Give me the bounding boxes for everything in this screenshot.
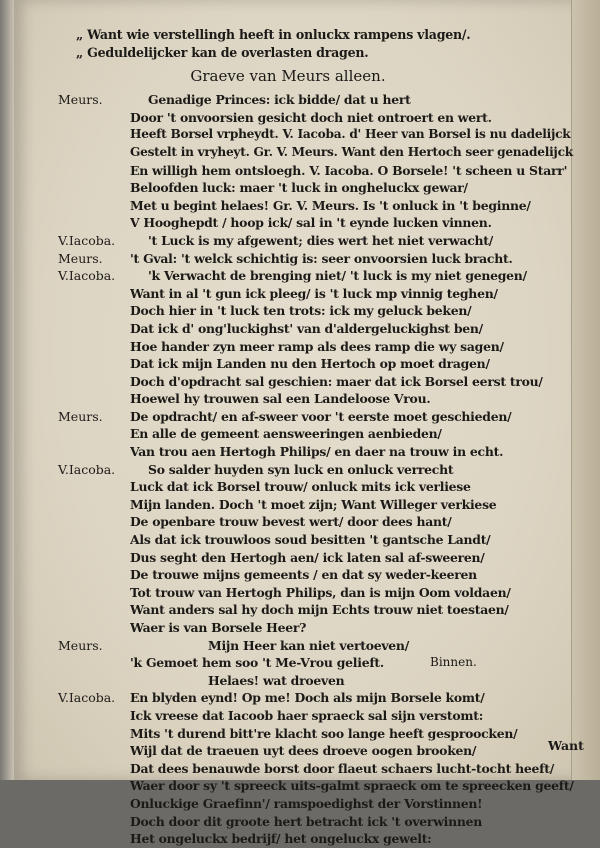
verse-line [58,584,578,602]
verse-line [58,126,578,144]
verse-line [58,214,578,232]
verse-line [58,302,578,320]
verse-line [58,338,578,356]
verse-text: Heeft Borsel vrpheydt. V. Iacoba. d' Heer van Borsel is nu dadelijck [130,127,571,142]
verse-line [58,425,578,443]
verse-text: Dat dees benauwde borst door flaeut schaers lucht-tocht heeft/ [130,760,554,776]
verse-line [58,707,578,725]
verse-text: Mijn Heer kan niet vertoeven/ [208,637,409,653]
speaker-label: V.Iacoba. [58,461,116,477]
verse-line [58,355,578,373]
verse-text: Met u begint helaes! Gr. V. Meurs. Is 't onluck in 't beginne/ [130,197,531,213]
verse-line [58,232,578,250]
verse-line [58,760,578,778]
verse-text: Doch d'opdracht sal geschien: maer dat ick Borsel eerst trou/ [130,373,543,389]
scene-heading: Graeve van Meurs alleen. [190,67,386,86]
verse-text: Genadige Princes: ick bidde/ dat u hert [148,92,411,108]
verse-text: En willigh hem ontsloegh. V. Iacoba. O Borsele! 't scheen u Starr' [130,162,568,178]
speaker-label: V.Iacoba. [58,268,116,284]
verse-line [58,689,578,707]
verse-line [58,267,578,285]
verse-line [58,513,578,531]
verse-text: Dat ick mijn Landen nu den Hertoch op moet dragen/ [130,356,490,372]
verse-text: En alle de gemeent aensweeringen aenbieden/ [130,426,442,442]
page-text [58,26,578,848]
verse-line [58,390,578,408]
verse-line [58,637,578,655]
verse-text: Het ongeluckx bedrijf/ het ongeluckx gewelt: [130,831,432,847]
verse-line [58,250,578,268]
verse-text: Van trou aen Hertogh Philips/ en daer na trouw in echt. [130,444,504,460]
verse-line [58,285,578,303]
verse-line [58,408,578,426]
speaker-label: Meurs. [58,250,103,266]
verse-line [58,531,578,549]
verse-line [58,144,578,162]
verse-line [58,461,578,479]
verse-text: Want in al 't gun ick pleeg/ is 't luck mp vinnig teghen/ [130,285,498,301]
verse-text: Waer is van Borsele Heer? [130,620,307,635]
verse-text: Dat ick d' ong'luckighst' van d'aldergeluckighst ben/ [130,320,483,336]
verse-text: 'k Verwacht de brenging niet/ 't luck is my niet genegen/ [148,268,527,284]
verse-text: Hoe hander zyn meer ramp als dees ramp die wy sagen/ [130,338,504,354]
verse-text: Waer door sy 't spreeck uits-galmt spraeck om te spreecken geeft/ [130,778,574,794]
verse-text: Wijl dat de traeuen uyt dees droeve oogen brooken/ [130,743,477,759]
verse-line [58,373,578,391]
verse-line [58,830,578,848]
speaker-label: Meurs. [58,92,103,108]
verse-lines [58,91,578,848]
stage-direction: Binnen. [430,655,477,670]
verse-line [58,197,578,215]
verse-text: De opdracht/ en af-sweer voor 't eerste moet geschieden/ [130,408,512,424]
speaker-label: Meurs. [58,408,103,424]
verse-text: Tot trouw van Hertogh Philips, dan is mijn Oom voldaen/ [130,584,511,600]
verse-text: De openbare trouw bevest wert/ door dees hant/ [130,514,452,530]
verse-text: En blyden eynd! Op me! Doch als mijn Borsele komt/ [130,690,485,706]
verse-text: Mijn landen. Doch 't moet zijn; Want Willeger verkiese [130,496,497,512]
verse-line [58,601,578,619]
verse-text: So salder huyden syn luck en onluck verrecht [148,461,454,477]
speaker-label: V.Iacoba. [58,690,116,706]
verse-text: Gestelt in vryheyt. Gr. V. Meurs. Want den Hertoch seer genadelijck [130,144,573,159]
verse-text: „ Want wie verstellingh heeft in onluckx rampens vlagen/. [76,27,471,42]
verse-line [58,566,578,584]
verse-text: Doch hier in 't luck ten trots: ick my geluck beken/ [130,303,472,319]
verse-line [58,725,578,743]
verse-text: V Hooghepdt / hoop ick/ sal in 't eynde lucken vinnen. [130,215,492,231]
verse-text: 't Gval: 't welck schichtig is: seer onvoorsien luck bracht. [130,250,513,266]
opening-lines [58,26,578,61]
verse-line [58,162,578,180]
verse-line [58,795,578,813]
speaker-label: V.Iacoba. [58,232,116,248]
verse-text: Onluckige Graefinn'/ ramspoedighst der Vorstinnen! [130,795,483,811]
verse-line [58,478,578,496]
verse-line [58,742,578,760]
verse-text: Luck dat ick Borsel trouw/ onluck mits ick verliese [130,479,471,495]
verse-text: Helaes! wat droeven [208,672,345,688]
verse-line [58,549,578,567]
verse-line [58,654,578,672]
verse-text: De trouwe mijns gemeents / en dat sy weder-keeren [130,567,477,583]
verse-text: Want anders sal hy doch mijn Echts trouw niet toestaen/ [130,602,509,618]
verse-line [58,320,578,338]
verse-text: Doch door dit groote hert betracht ick 't overwinnen [130,813,482,829]
verse-text: Ick vreese dat Iacoob haer spraeck sal sijn verstomt: [130,707,484,723]
verse-text: 'k Gemoet hem soo 't Me-Vrou gelieft. [130,655,384,671]
verse-text: „ Geduldelijcker kan de overlasten dragen. [76,44,369,60]
verse-line [58,109,578,127]
verse-line [58,179,578,197]
verse-line [58,672,578,690]
verse-text: 't Luck is my afgewent; dies wert het niet verwacht/ [148,232,494,248]
verse-text: Als dat ick trouwloos soud besitten 't gantsche Landt/ [130,532,491,548]
verse-text: Dus seght den Hertogh aen/ ick laten sal af-sweeren/ [130,549,485,565]
catchword: Want [548,738,584,753]
verse-line [58,619,578,637]
verse-text: Door 't onvoorsien gesicht doch niet ontroert en wert. [130,109,492,125]
verse-line [58,443,578,461]
verse-line [58,91,578,109]
verse-line [58,496,578,514]
verse-line [58,813,578,831]
text-line [58,26,578,44]
verse-text: Beloofden luck: maer 't luck in ongheluckx gewar/ [130,180,468,196]
verse-text: Hoewel hy trouwen sal een Landeloose Vrou. [130,391,431,407]
verse-text: Mits 't durend bitt're klacht soo lange heeft gesproocken/ [130,725,518,741]
text-line [58,44,578,62]
speaker-label: Meurs. [58,637,103,653]
